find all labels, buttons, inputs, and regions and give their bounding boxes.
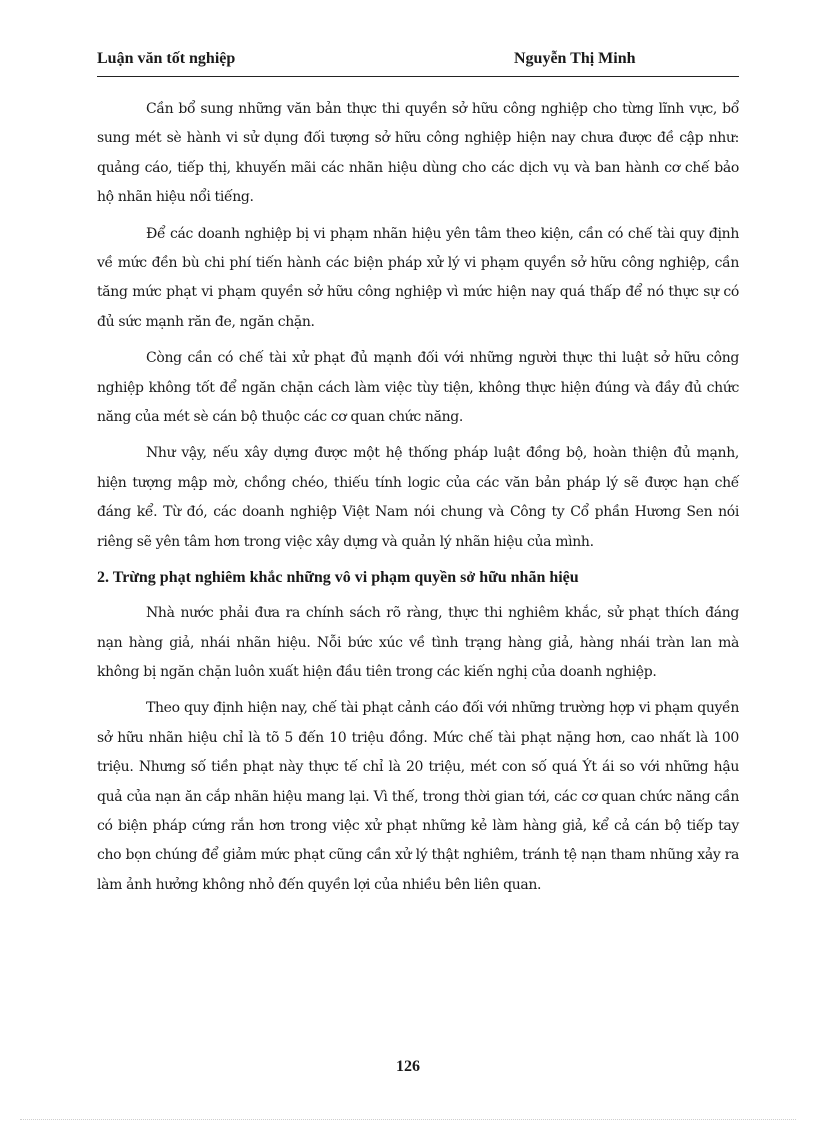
header-title: Luận văn tốt nghiệp [97, 50, 236, 67]
paragraph: Còng cần có chế tài xử phạt đủ mạnh đối với những người thực thi luật sở hữu công nghiệp không tốt để ngăn chặn cách làm việc tùy tiện, không thực hiện đúng và đầy đủ chức năng của mét sè cán bộ thuộc các cơ quan chức năng. [97, 350, 739, 426]
paragraph: Để các doanh nghiệp bị vi phạm nhãn hiệu yên tâm theo kiện, cần có chế tài quy định về mức đền bù chi phí tiến hành các biện pháp xử lý vi phạm quyền sở hữu công nghiệp, cần tăng mức phạt vi phạm quyền sở hữu công nghiệp vì mức hiện nay quá thấp để nó thực sự có đủ sức mạnh răn đe, ngăn chặn. [97, 225, 739, 330]
paragraph: Như vậy, nếu xây dựng được một hệ thống pháp luật đồng bộ, hoàn thiện đủ mạnh, hiện tượng mập mờ, chồng chéo, thiếu tính logic của các văn bản pháp lý sẽ được hạn chế đáng kể. Từ đó, các doanh nghiệp Việt Nam nói chung và Công ty Cổ phần Hương Sen nói riêng sẽ yên tâm hơn trong việc xây dựng và quản lý nhãn hiệu của mình. [97, 445, 739, 550]
body-text [97, 95, 739, 907]
paragraph: Nhà nước phải đưa ra chính sách rõ ràng, thực thi nghiêm khắc, sử phạt thích đáng nạn hàng giả, nhái nhãn hiệu. Nỗi bức xúc về tình trạng hàng giả, hàng nhái tràn lan mà không bị ngăn chặn luôn xuất hiện đầu tiên trong các kiến nghị của doanh nghiệp. [97, 605, 739, 680]
header-author: Nguyễn Thị Minh [514, 50, 636, 67]
paragraph: Theo quy định hiện nay, chế tài phạt cảnh cáo đối với những trường hợp vi phạm quyền sở hữu nhãn hiệu chỉ là tõ 5 đến 10 triệu đồng. Mức chế tài phạt nặng hơn, cao nhất là 100 triệu. Nhưng số tiền phạt này thực tế chỉ là 20 triệu, mét con số quá Ýt ái so với những hậu quả của nạn ăn cắp nhãn hiệu mang lại. Vì thế, trong thời gian tới, các cơ quan chức năng cần có biện pháp cứng rắn hơn trong việc xử phạt những kẻ làm hàng giả, kể cả cán bộ tiếp tay cho bọn chúng để giảm mức phạt cũng cần xử lý thật nghiêm, tránh tệ nạn tham nhũng xảy ra làm ảnh hưởng không nhỏ đến quyền lợi của nhiều bên liên quan. [97, 700, 739, 893]
section-heading: 2. Trừng phạt nghiêm khắc những vô vi phạm quyền sở hữu nhãn hiệu [97, 569, 579, 587]
running-header [97, 50, 739, 77]
paragraph: Cần bổ sung những văn bản thực thi quyền sở hữu công nghiệp cho từng lĩnh vực, bổ sung mét sè hành vi sử dụng đối tượng sở hữu công nghiệp hiện nay chưa được đề cập như: quảng cáo, tiếp thị, khuyến mãi các nhãn hiệu dùng cho các dịch vụ và ban hành cơ chế bảo hộ nhãn hiệu nổi tiếng. [97, 101, 739, 206]
page-bottom-divider [20, 1119, 796, 1120]
page-number: 126 [396, 1058, 420, 1075]
